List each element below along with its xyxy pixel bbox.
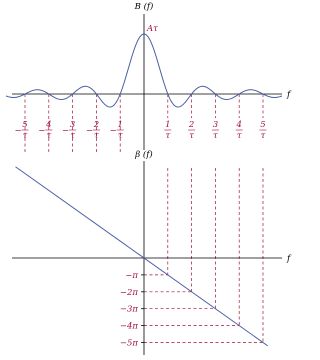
tick-minus: − — [85, 126, 93, 136]
top-tick-label — [14, 120, 28, 141]
tick-numerator: 2 — [188, 120, 195, 130]
tick-minus: − — [14, 126, 22, 136]
bottom-guides — [141, 168, 263, 342]
tick-denominator: τ — [46, 131, 52, 141]
tick-denominator: τ — [94, 131, 99, 141]
tick-minus: − — [109, 126, 117, 136]
top-tick-label — [38, 120, 52, 141]
phase-series-line — [15, 167, 267, 349]
tick-minus: − — [62, 126, 70, 136]
top-tick-label — [110, 120, 124, 141]
magnitude-plot — [6, 1, 292, 152]
top-tick-labels — [14, 120, 266, 141]
tick-numerator: 1 — [165, 120, 171, 130]
top-y-axis-label: B (f) — [134, 2, 154, 12]
bottom-y-tick-label: −3π — [119, 304, 138, 315]
top-tick-label — [164, 120, 171, 141]
bottom-tick-labels — [120, 271, 139, 349]
bottom-x-axis-label: f — [287, 254, 291, 264]
tick-denominator: τ — [117, 131, 123, 141]
top-tick-label — [260, 120, 267, 141]
top-tick-label — [188, 120, 195, 141]
bottom-y-tick-label: −5π — [119, 338, 138, 349]
tick-numerator: 5 — [260, 120, 266, 130]
tick-numerator: 3 — [69, 120, 76, 130]
tick-denominator: τ — [189, 131, 194, 141]
tick-denominator: τ — [213, 131, 218, 141]
top-tick-label — [86, 120, 100, 141]
bottom-y-axis-label: β (f) — [135, 150, 153, 160]
tick-denominator: τ — [260, 131, 266, 141]
bottom-y-tick-label: −4π — [119, 321, 138, 332]
tick-numerator: 4 — [236, 120, 242, 130]
top-tick-label — [235, 120, 242, 141]
bottom-y-tick-label: −π — [125, 270, 138, 281]
top-x-axis-label: f — [287, 90, 291, 100]
tick-numerator: 4 — [46, 120, 52, 130]
tick-denominator: τ — [165, 131, 171, 141]
top-tick-label — [62, 120, 76, 141]
tick-denominator: τ — [22, 131, 28, 141]
tick-numerator: 3 — [212, 120, 219, 130]
top-tick-label — [212, 120, 219, 141]
peak-label: Aτ — [147, 24, 158, 34]
tick-numerator: 5 — [22, 120, 28, 130]
bottom-y-tick-label: −2π — [119, 287, 138, 298]
phase-plot — [12, 149, 292, 355]
tick-numerator: 2 — [93, 120, 100, 130]
tick-numerator: 1 — [117, 120, 123, 130]
tick-denominator: τ — [236, 131, 242, 141]
tick-denominator: τ — [70, 131, 75, 141]
tick-minus: − — [38, 126, 46, 136]
